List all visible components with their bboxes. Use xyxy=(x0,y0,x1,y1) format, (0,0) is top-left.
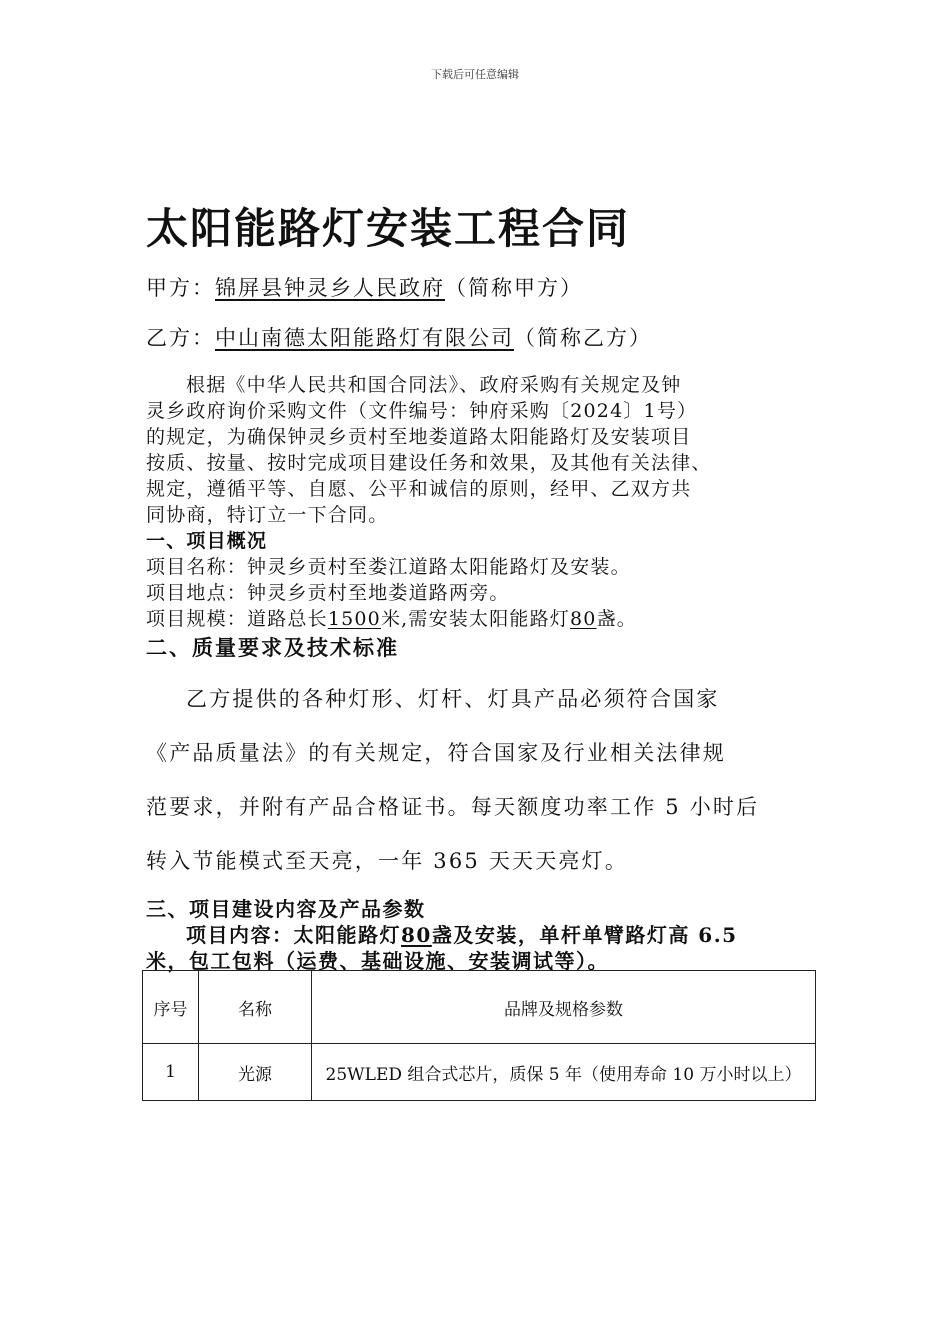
cell-spec: 25WLED 组合式芯片，质保 5 年（使用寿命 10 万小时以上） xyxy=(312,1044,816,1101)
party-b-name: 中山南德太阳能路灯有限公司 xyxy=(215,326,514,350)
quality-line: 乙方提供的各种灯形、灯杆、灯具产品必须符合国家 xyxy=(186,687,720,711)
preamble-line: 的规定，为确保钟灵乡贡村至地娄道路太阳能路灯及安装项目 xyxy=(146,426,692,448)
preamble-line: 灵乡政府询价采购文件（文件编号：钟府采购〔2024〕1号） xyxy=(146,400,698,422)
section1-heading: 一、项目概况 xyxy=(146,530,268,552)
scale-length: 1500 xyxy=(327,608,381,630)
preamble-line: 规定，遵循平等、自愿、公平和诚信的原则，经甲、乙双方共 xyxy=(146,478,692,500)
scale-mid: 米,需安装太阳能路灯 xyxy=(380,608,571,630)
party-b-suffix: （简称乙方） xyxy=(514,326,652,350)
preamble-line: 根据《中华人民共和国合同法》、政府采购有关规定及钟 xyxy=(186,374,682,396)
preamble-line: 按质、按量、按时完成项目建设任务和效果，及其他有关法律、 xyxy=(146,452,712,474)
quality-line: 转入节能模式至天亮，一年 365 天天天亮灯。 xyxy=(146,849,629,873)
party-a-suffix: （简称甲方） xyxy=(445,276,583,300)
preamble-line: 同协商，特订立一下合同。 xyxy=(146,504,389,526)
content-mid: 盏及安装，单杆单臂路灯高 6.5 xyxy=(431,923,738,947)
section3-heading: 三、项目建设内容及产品参数 xyxy=(146,897,426,921)
col-header-spec: 品牌及规格参数 xyxy=(312,971,816,1044)
download-note: 下载后可任意编辑 xyxy=(431,68,519,81)
content-prefix: 项目内容：太阳能路灯 xyxy=(186,923,401,947)
cell-name: 光源 xyxy=(199,1044,312,1101)
party-a-line xyxy=(146,272,583,302)
scale-count: 80 xyxy=(570,608,597,630)
party-b-line xyxy=(146,322,652,352)
party-b-label: 乙方： xyxy=(146,326,215,350)
project-scale-line xyxy=(146,606,816,632)
scale-suffix: 盏。 xyxy=(596,608,637,630)
cell-no: 1 xyxy=(143,1044,199,1101)
content-count: 80 xyxy=(401,923,432,947)
content-line-2: 米，包工包料（运费、基础设施、安装调试等）。 xyxy=(146,949,609,973)
quality-paragraph xyxy=(146,672,826,888)
party-a-name: 锦屏县钟灵乡人民政府 xyxy=(215,276,445,300)
quality-line: 范要求，并附有产品合格证书。每天额度功率工作 5 小时后 xyxy=(146,795,760,819)
project-location-line: 项目地点：钟灵乡贡村至地娄道路两旁。 xyxy=(146,582,510,604)
table-row xyxy=(143,1044,816,1101)
col-header-name: 名称 xyxy=(199,971,312,1044)
col-header-no: 序号 xyxy=(143,971,199,1044)
table-header-row xyxy=(143,971,816,1044)
contract-title: 太阳能路灯安装工程合同 xyxy=(146,204,631,253)
spec-table xyxy=(142,970,816,1101)
content-line xyxy=(146,922,826,948)
quality-line: 《产品质量法》的有关规定，符合国家及行业相关法律规 xyxy=(146,741,726,765)
party-a-label: 甲方： xyxy=(146,276,215,300)
preamble xyxy=(146,372,816,632)
project-name-line: 项目名称：钟灵乡贡村至娄江道路太阳能路灯及安装。 xyxy=(146,556,631,578)
section3 xyxy=(146,896,826,974)
scale-prefix: 项目规模：道路总长 xyxy=(146,608,328,630)
section2-heading: 二、质量要求及技术标准 xyxy=(146,635,399,660)
